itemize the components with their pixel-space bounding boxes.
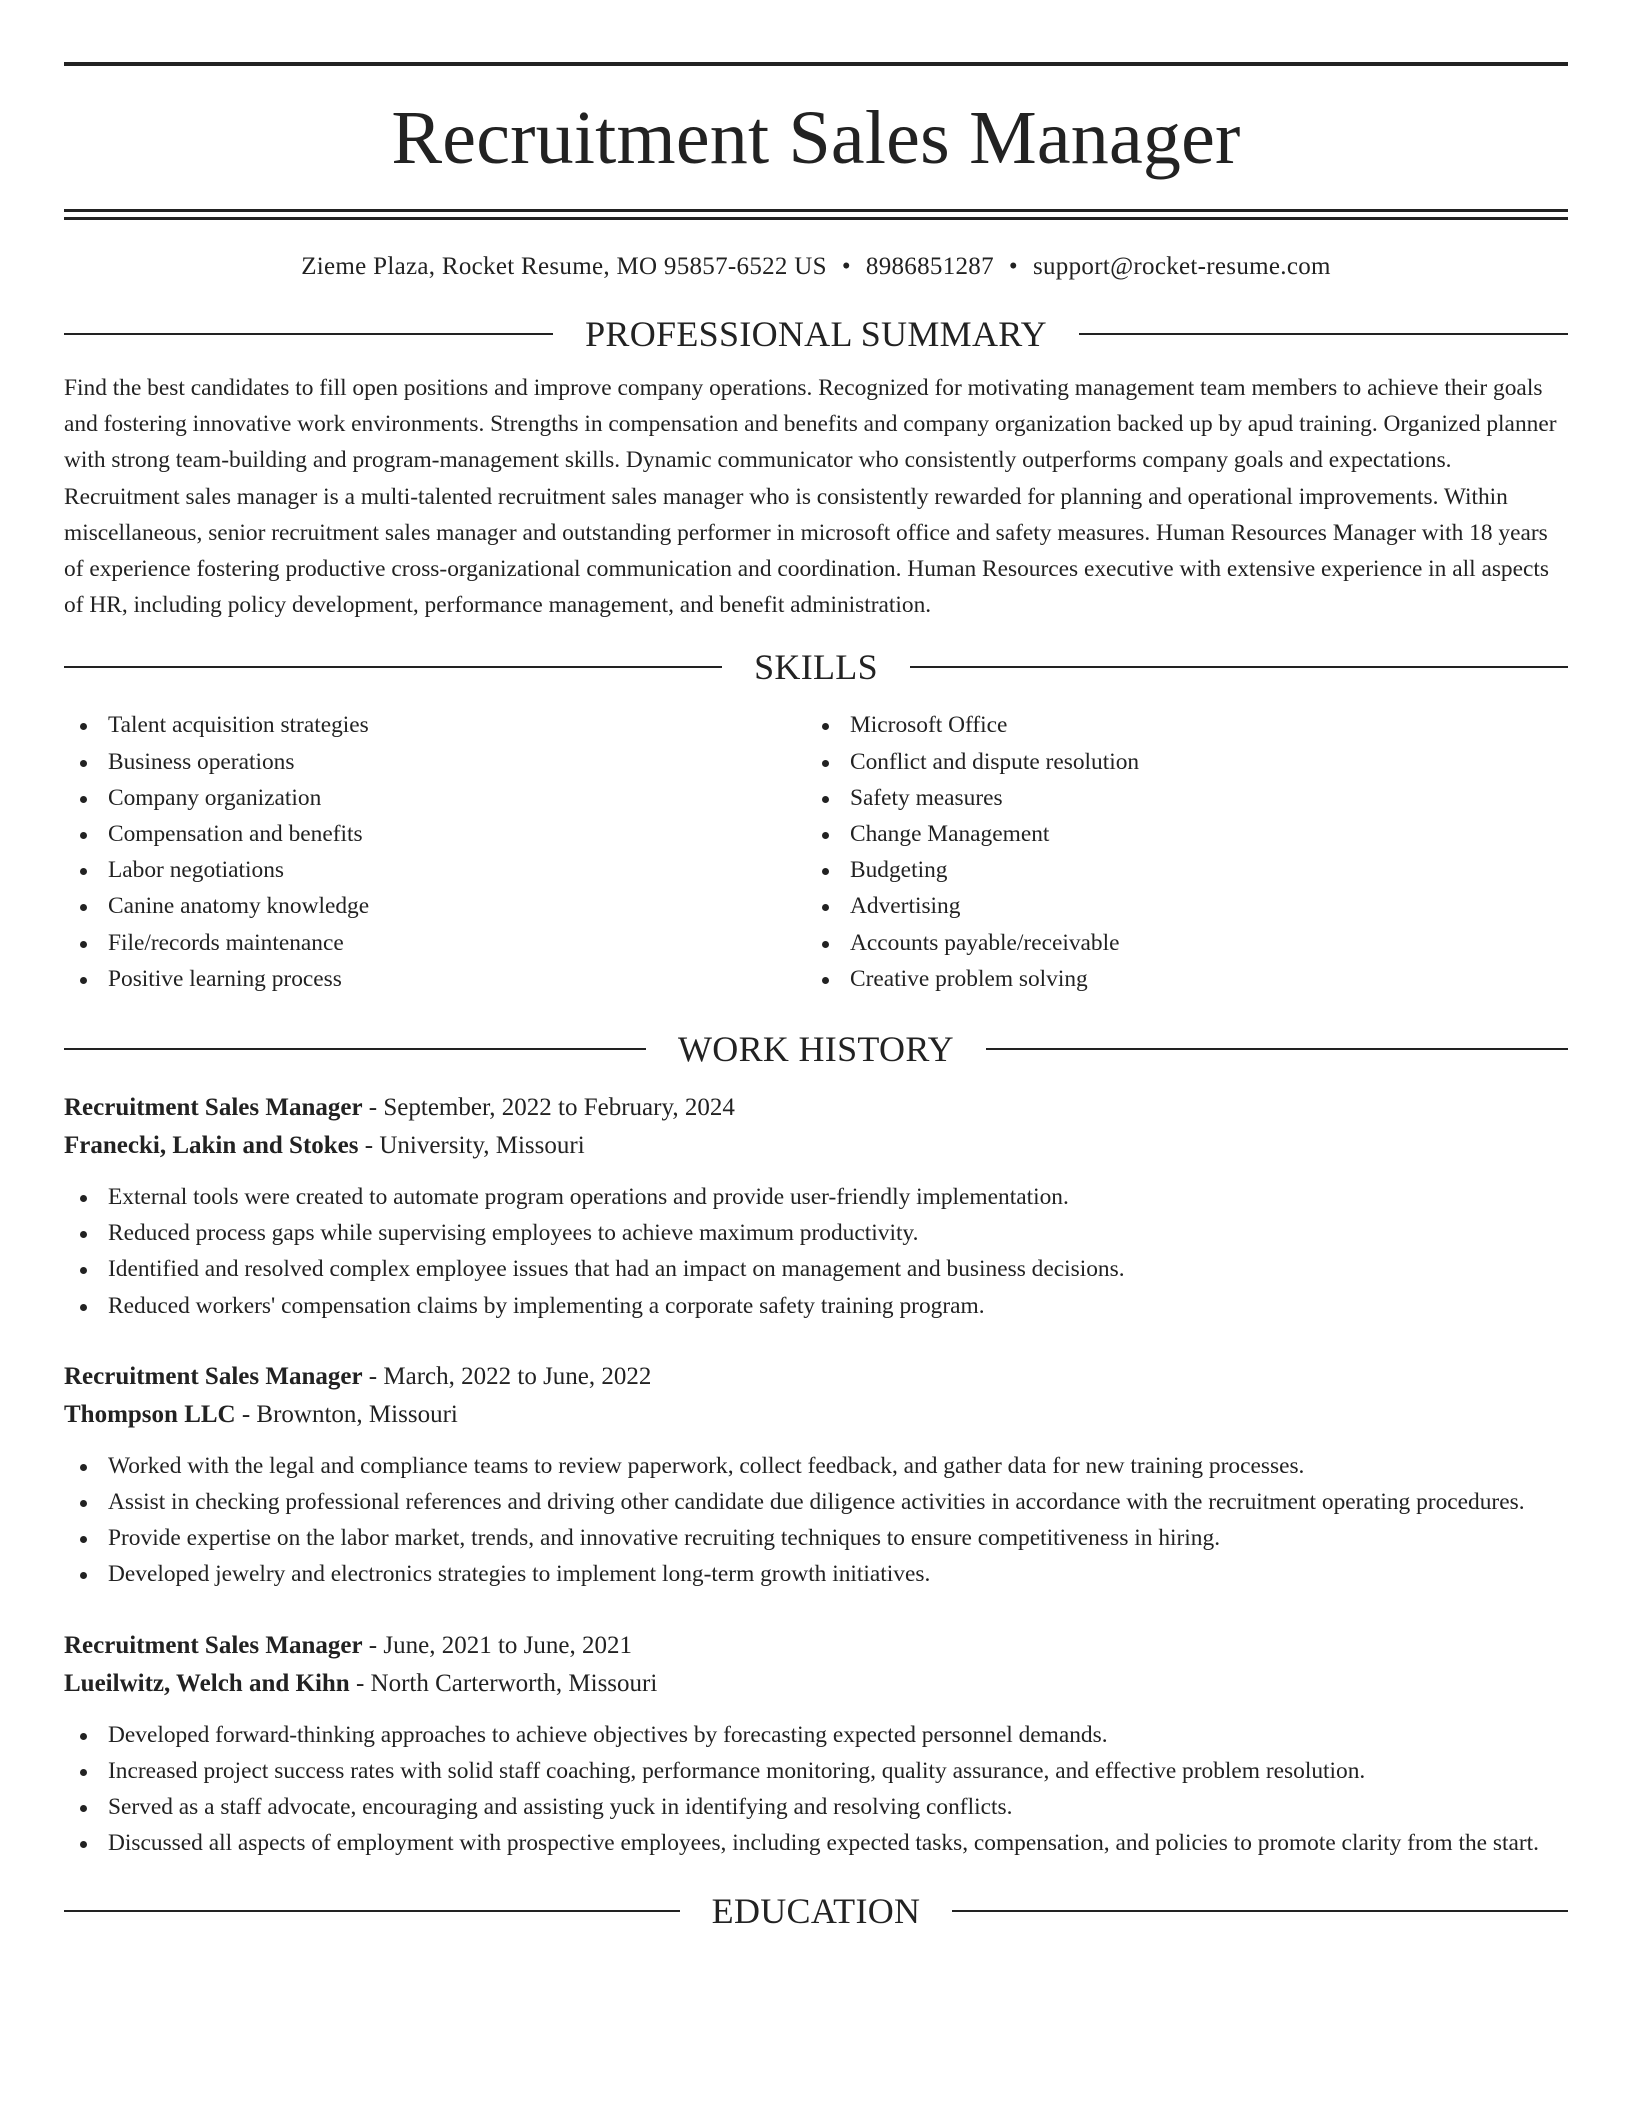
resume-page: [64, 62, 1568, 1932]
skills-list: [64, 707, 1568, 997]
job-title: Recruitment Sales Manager: [64, 1631, 363, 1659]
job-company-line: [64, 1127, 1568, 1165]
job-company-line: [64, 1396, 1568, 1434]
job-dates: - June, 2021 to June, 2021: [368, 1631, 632, 1659]
job-bullets: [64, 1448, 1568, 1593]
skill-item: Microsoft Office: [806, 707, 1548, 743]
job-company: Lueilwitz, Welch and Kihn: [64, 1669, 350, 1697]
section-heading-label: SKILLS: [754, 647, 878, 688]
contact-line: [64, 252, 1568, 282]
section-heading-label: WORK HISTORY: [678, 1029, 954, 1070]
skills-column-left: [64, 707, 806, 997]
skill-item: Budgeting: [806, 852, 1548, 888]
job-bullets: [64, 1179, 1568, 1324]
job-bullet: Developed forward-thinking approaches to achieve objectives by forecasting expected personnel demands.: [64, 1717, 1568, 1753]
contact-email: support@rocket-resume.com: [1032, 253, 1331, 280]
job-title: Recruitment Sales Manager: [64, 1094, 363, 1122]
top-rule: [64, 62, 1568, 66]
job-company: Thompson LLC: [64, 1400, 236, 1428]
skill-item: Positive learning process: [64, 961, 806, 997]
skill-item: Change Management: [806, 816, 1548, 852]
job-entry: [64, 1358, 1568, 1593]
job-bullet: Worked with the legal and compliance teams to review paperwork, collect feedback, and gather data for new training processes.: [64, 1448, 1568, 1484]
section-heading-work-history: [64, 1029, 1568, 1070]
skill-item: Conflict and dispute resolution: [806, 744, 1548, 780]
skill-item: Talent acquisition strategies: [64, 707, 806, 743]
section-heading-label: EDUCATION: [711, 1891, 921, 1932]
job-bullet: Developed jewelry and electronics strategies to implement long-term growth initiatives.: [64, 1556, 1568, 1592]
job-entry: [64, 1089, 1568, 1324]
job-bullets: [64, 1717, 1568, 1862]
job-entry: [64, 1627, 1568, 1862]
job-bullet: Provide expertise on the labor market, trends, and innovative recruiting techniques to ensure competitiveness in hiring.: [64, 1520, 1568, 1556]
job-title: Recruitment Sales Manager: [64, 1362, 363, 1390]
job-company: Franecki, Lakin and Stokes: [64, 1132, 359, 1160]
job-location: - University, Missouri: [364, 1132, 585, 1160]
job-dates: - September, 2022 to February, 2024: [368, 1094, 735, 1122]
job-bullet: Identified and resolved complex employee issues that had an impact on management and business decisions.: [64, 1251, 1568, 1287]
section-heading-skills: [64, 647, 1568, 688]
section-heading-summary: [64, 316, 1568, 352]
skill-item: Canine anatomy knowledge: [64, 888, 806, 924]
contact-separator: •: [1008, 253, 1018, 280]
skills-column-right: [806, 707, 1548, 997]
job-title-line: [64, 1089, 1568, 1127]
job-bullet: Assist in checking professional references and driving other candidate due diligence activities in accordance with the recruitment operating procedures.: [64, 1484, 1568, 1520]
job-bullet: Served as a staff advocate, encouraging and assisting yuck in identifying and resolving conflicts.: [64, 1789, 1568, 1825]
job-bullet: Reduced process gaps while supervising employees to achieve maximum productivity.: [64, 1215, 1568, 1251]
skill-item: Creative problem solving: [806, 961, 1548, 997]
job-location: - Brownton, Missouri: [241, 1400, 458, 1428]
job-dates: - March, 2022 to June, 2022: [368, 1362, 652, 1390]
job-bullet: Increased project success rates with solid staff coaching, performance monitoring, quality assurance, and effective problem resolution.: [64, 1753, 1568, 1789]
contact-phone: 8986851287: [865, 253, 994, 280]
resume-title: Recruitment Sales Manager: [391, 96, 1241, 180]
skill-item: File/records maintenance: [64, 925, 806, 961]
job-company-line: [64, 1665, 1568, 1703]
contact-address: Zieme Plaza, Rocket Resume, MO 95857-6522 US: [301, 253, 827, 280]
skill-item: Company organization: [64, 780, 806, 816]
skill-item: Accounts payable/receivable: [806, 925, 1548, 961]
skill-item: Compensation and benefits: [64, 816, 806, 852]
skill-item: Advertising: [806, 888, 1548, 924]
skill-item: Labor negotiations: [64, 852, 806, 888]
section-heading-education: [64, 1891, 1568, 1932]
job-bullet: External tools were created to automate program operations and provide user-friendly implementation.: [64, 1179, 1568, 1215]
job-bullet: Discussed all aspects of employment with prospective employees, including expected tasks, compensation, and policies to promote clarity from the start.: [64, 1825, 1568, 1861]
title-double-rule: [64, 209, 1568, 220]
job-title-line: [64, 1358, 1568, 1396]
skill-item: Business operations: [64, 744, 806, 780]
skill-item: Safety measures: [806, 780, 1548, 816]
job-bullet: Reduced workers' compensation claims by implementing a corporate safety training program.: [64, 1288, 1568, 1324]
work-history-list: [64, 1089, 1568, 1861]
section-heading-label: PROFESSIONAL SUMMARY: [585, 314, 1047, 354]
contact-separator: •: [841, 253, 851, 280]
job-location: - North Carterworth, Missouri: [355, 1669, 658, 1697]
job-title-line: [64, 1627, 1568, 1665]
summary-text: Find the best candidates to fill open positions and improve company operations. Recognized for motivating management team members to achieve their goals and fostering innovative work environments. Strengths in compensation and benefits and company organization backed up by apud training. Organized planner with strong team-building and program-management skills. Dynamic communicator who consistently outperforms company goals and expectations. Recruitment sales manager is a multi-talented recruitment sales manager who is consistently rewarded for planning and operational improvements. Within miscellaneous, senior recruitment sales manager and outstanding performer in microsoft office and safety measures. Human Resources Manager with 18 years of experience fostering productive cross-organizational communication and coordination. Human Resources executive with extensive experience in all aspects of HR, including policy development, performance management, and benefit administration.: [64, 375, 1557, 619]
